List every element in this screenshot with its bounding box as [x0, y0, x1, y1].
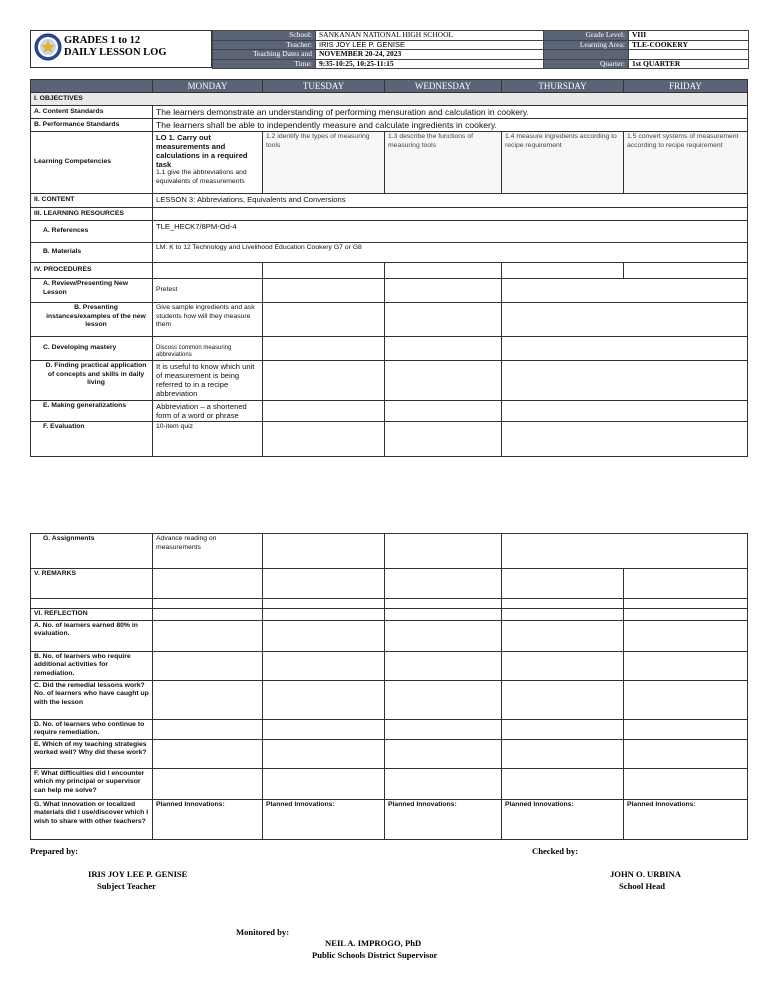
content-standards-text: The learners demonstrate an understanding of performing mensuration and calculation in cookery.	[153, 106, 748, 119]
lesson-log-table	[30, 79, 748, 457]
references-label: A. References	[31, 221, 153, 243]
blank-value	[629, 50, 749, 60]
day-thursday: THURSDAY	[502, 80, 624, 93]
competency-wednesday: 1.3 describe the functions of measuring tools	[385, 132, 502, 194]
dates-value: NOVEMBER 20-24, 2023	[316, 50, 544, 60]
section-objectives: I. OBJECTIVES	[31, 93, 748, 106]
assignments-label: G. Assignments	[31, 534, 153, 569]
time-label: Time:	[213, 59, 316, 69]
competency-thursday: 1.4 measure ingredients according to recipe requirement	[502, 132, 624, 194]
planned-innovations-friday: Planned Innovations:	[624, 799, 748, 839]
evaluation-text: 10-item quiz	[153, 422, 263, 457]
section-remarks: V. REMARKS	[31, 569, 153, 599]
competency-tuesday: 1.2 identify the types of measuring tools	[263, 132, 385, 194]
teacher-value: IRIS JOY LEE P. GENISE	[316, 40, 544, 50]
mastery-label: C. Developing mastery	[31, 337, 153, 361]
content-standards-label: A. Content Standards	[31, 106, 153, 119]
presenting-text: Give sample ingredients and ask students how will they measure them	[153, 303, 263, 337]
reflection-e: E. Which of my teaching strategies worked well? Why did these work?	[31, 739, 153, 768]
school-value: SANKANAN NATIONAL HIGH SCHOOL	[316, 31, 544, 41]
competency-monday-title: LO 1. Carry out measurements and calculations in a required task	[156, 133, 248, 169]
prepared-by-label: Prepared by:	[30, 846, 79, 856]
resources-blank	[153, 208, 748, 221]
grade-value: VIII	[629, 31, 749, 41]
review-text: Pretest	[153, 279, 263, 303]
materials-label: B. Materials	[31, 243, 153, 263]
quarter-value: 1st QUARTER	[629, 59, 749, 69]
time-value: 9:35-10:25, 10:25-11:15	[316, 59, 544, 69]
prepared-by-name: IRIS JOY LEE P. GENISE	[88, 869, 188, 879]
planned-innovations-tuesday: Planned Innovations:	[263, 799, 385, 839]
generalization-text: Abbreviation – a shortened form of a word or phrase	[153, 401, 263, 422]
monitored-by-name: NEIL A. IMPROGO, PhD	[325, 938, 422, 948]
monitored-by-role: Public Schools District Supervisor	[312, 950, 438, 960]
competencies-label: Learning Competencies	[31, 132, 153, 194]
area-value: TLE-COOKERY	[629, 40, 749, 50]
monitored-by-label: Monitored by:	[236, 927, 290, 937]
day-tuesday: TUESDAY	[263, 80, 385, 93]
section-resources: III. LEARNING RESOURCES	[31, 208, 153, 221]
deped-seal-icon	[34, 33, 62, 61]
reflection-d: D. No. of learners who continue to require remediation.	[31, 719, 153, 739]
checked-by-label: Checked by:	[532, 846, 579, 856]
teacher-label: Teacher:	[213, 40, 316, 50]
title-line-1: GRADES 1 to 12	[64, 35, 141, 46]
competency-monday	[153, 132, 263, 194]
quarter-label: Quarter:	[544, 59, 629, 69]
checked-by-name: JOHN O. URBINA	[610, 869, 681, 879]
generalization-label: E. Making generalizations	[31, 401, 153, 422]
section-content: II. CONTENT	[31, 194, 153, 208]
section-procedures: IV. PROCEDURES	[31, 263, 153, 279]
materials-text: LM: K to 12 Technology and Livelihood Education Cookery G7 or G8	[153, 243, 748, 263]
content-text: LESSON 3: Abbreviations, Equivalents and Conversions	[153, 194, 748, 208]
dates-label: Teaching Dates and	[213, 50, 316, 60]
mastery-text: Discuss common measuring abbreviations	[153, 337, 263, 361]
corner-cell	[31, 80, 153, 93]
evaluation-label: F. Evaluation	[31, 422, 153, 457]
day-friday: FRIDAY	[624, 80, 748, 93]
competency-friday: 1.5 convert systems of measurement according to recipe requirement	[624, 132, 748, 194]
reflection-b: B. No. of learners who require additional activities for remediation.	[31, 651, 153, 680]
grade-label: Grade Level:	[544, 31, 629, 41]
info-table	[212, 30, 749, 69]
title-line-2: DAILY LESSON LOG	[64, 47, 167, 58]
section-reflection: VI. REFLECTION	[31, 609, 153, 621]
references-text: TLE_HECK7/8PM-Od-4	[153, 221, 748, 243]
blank-label	[544, 50, 629, 60]
planned-innovations-monday: Planned Innovations:	[153, 799, 263, 839]
prepared-by-role: Subject Teacher	[97, 881, 156, 891]
planned-innovations-thursday: Planned Innovations:	[502, 799, 624, 839]
day-monday: MONDAY	[153, 80, 263, 93]
reflection-c: C. Did the remedial lessons work? No. of learners who have caught up with the lesson	[31, 680, 153, 719]
document-title	[64, 35, 167, 59]
review-label: A. Review/Presenting New Lesson	[31, 279, 153, 303]
performance-standards-label: B. Performance Standards	[31, 119, 153, 132]
reflection-f: F. What difficulties did I encounter which my principal or supervisor can help me solve?	[31, 768, 153, 799]
area-label: Learning Area:	[544, 40, 629, 50]
performance-standards-text: The learners shall be able to independently measure and calculate ingredients in cookery.	[153, 119, 748, 132]
application-text: It is useful to know which unit of measurement is being referred to in a recipe abbreviation	[153, 361, 263, 401]
reflection-g: G. What innovation or localized materials did I use/discover which I wish to share with other teachers?	[31, 799, 153, 839]
school-label: School:	[213, 31, 316, 41]
checked-by-role: School Head	[619, 881, 666, 891]
competency-monday-sub: 1.1 give the abbreviations and equivalents of measurements	[156, 169, 247, 185]
reflection-a: A. No. of learners earned 80% in evaluation.	[31, 620, 153, 651]
planned-innovations-wednesday: Planned Innovations:	[385, 799, 502, 839]
assignments-text: Advance reading on measurements	[153, 534, 263, 569]
day-wednesday: WEDNESDAY	[385, 80, 502, 93]
presenting-label: B. Presenting instances/examples of the new lesson	[31, 303, 153, 337]
application-label: D. Finding practical application of concepts and skills in daily living	[31, 361, 153, 401]
reflection-table	[30, 533, 748, 840]
